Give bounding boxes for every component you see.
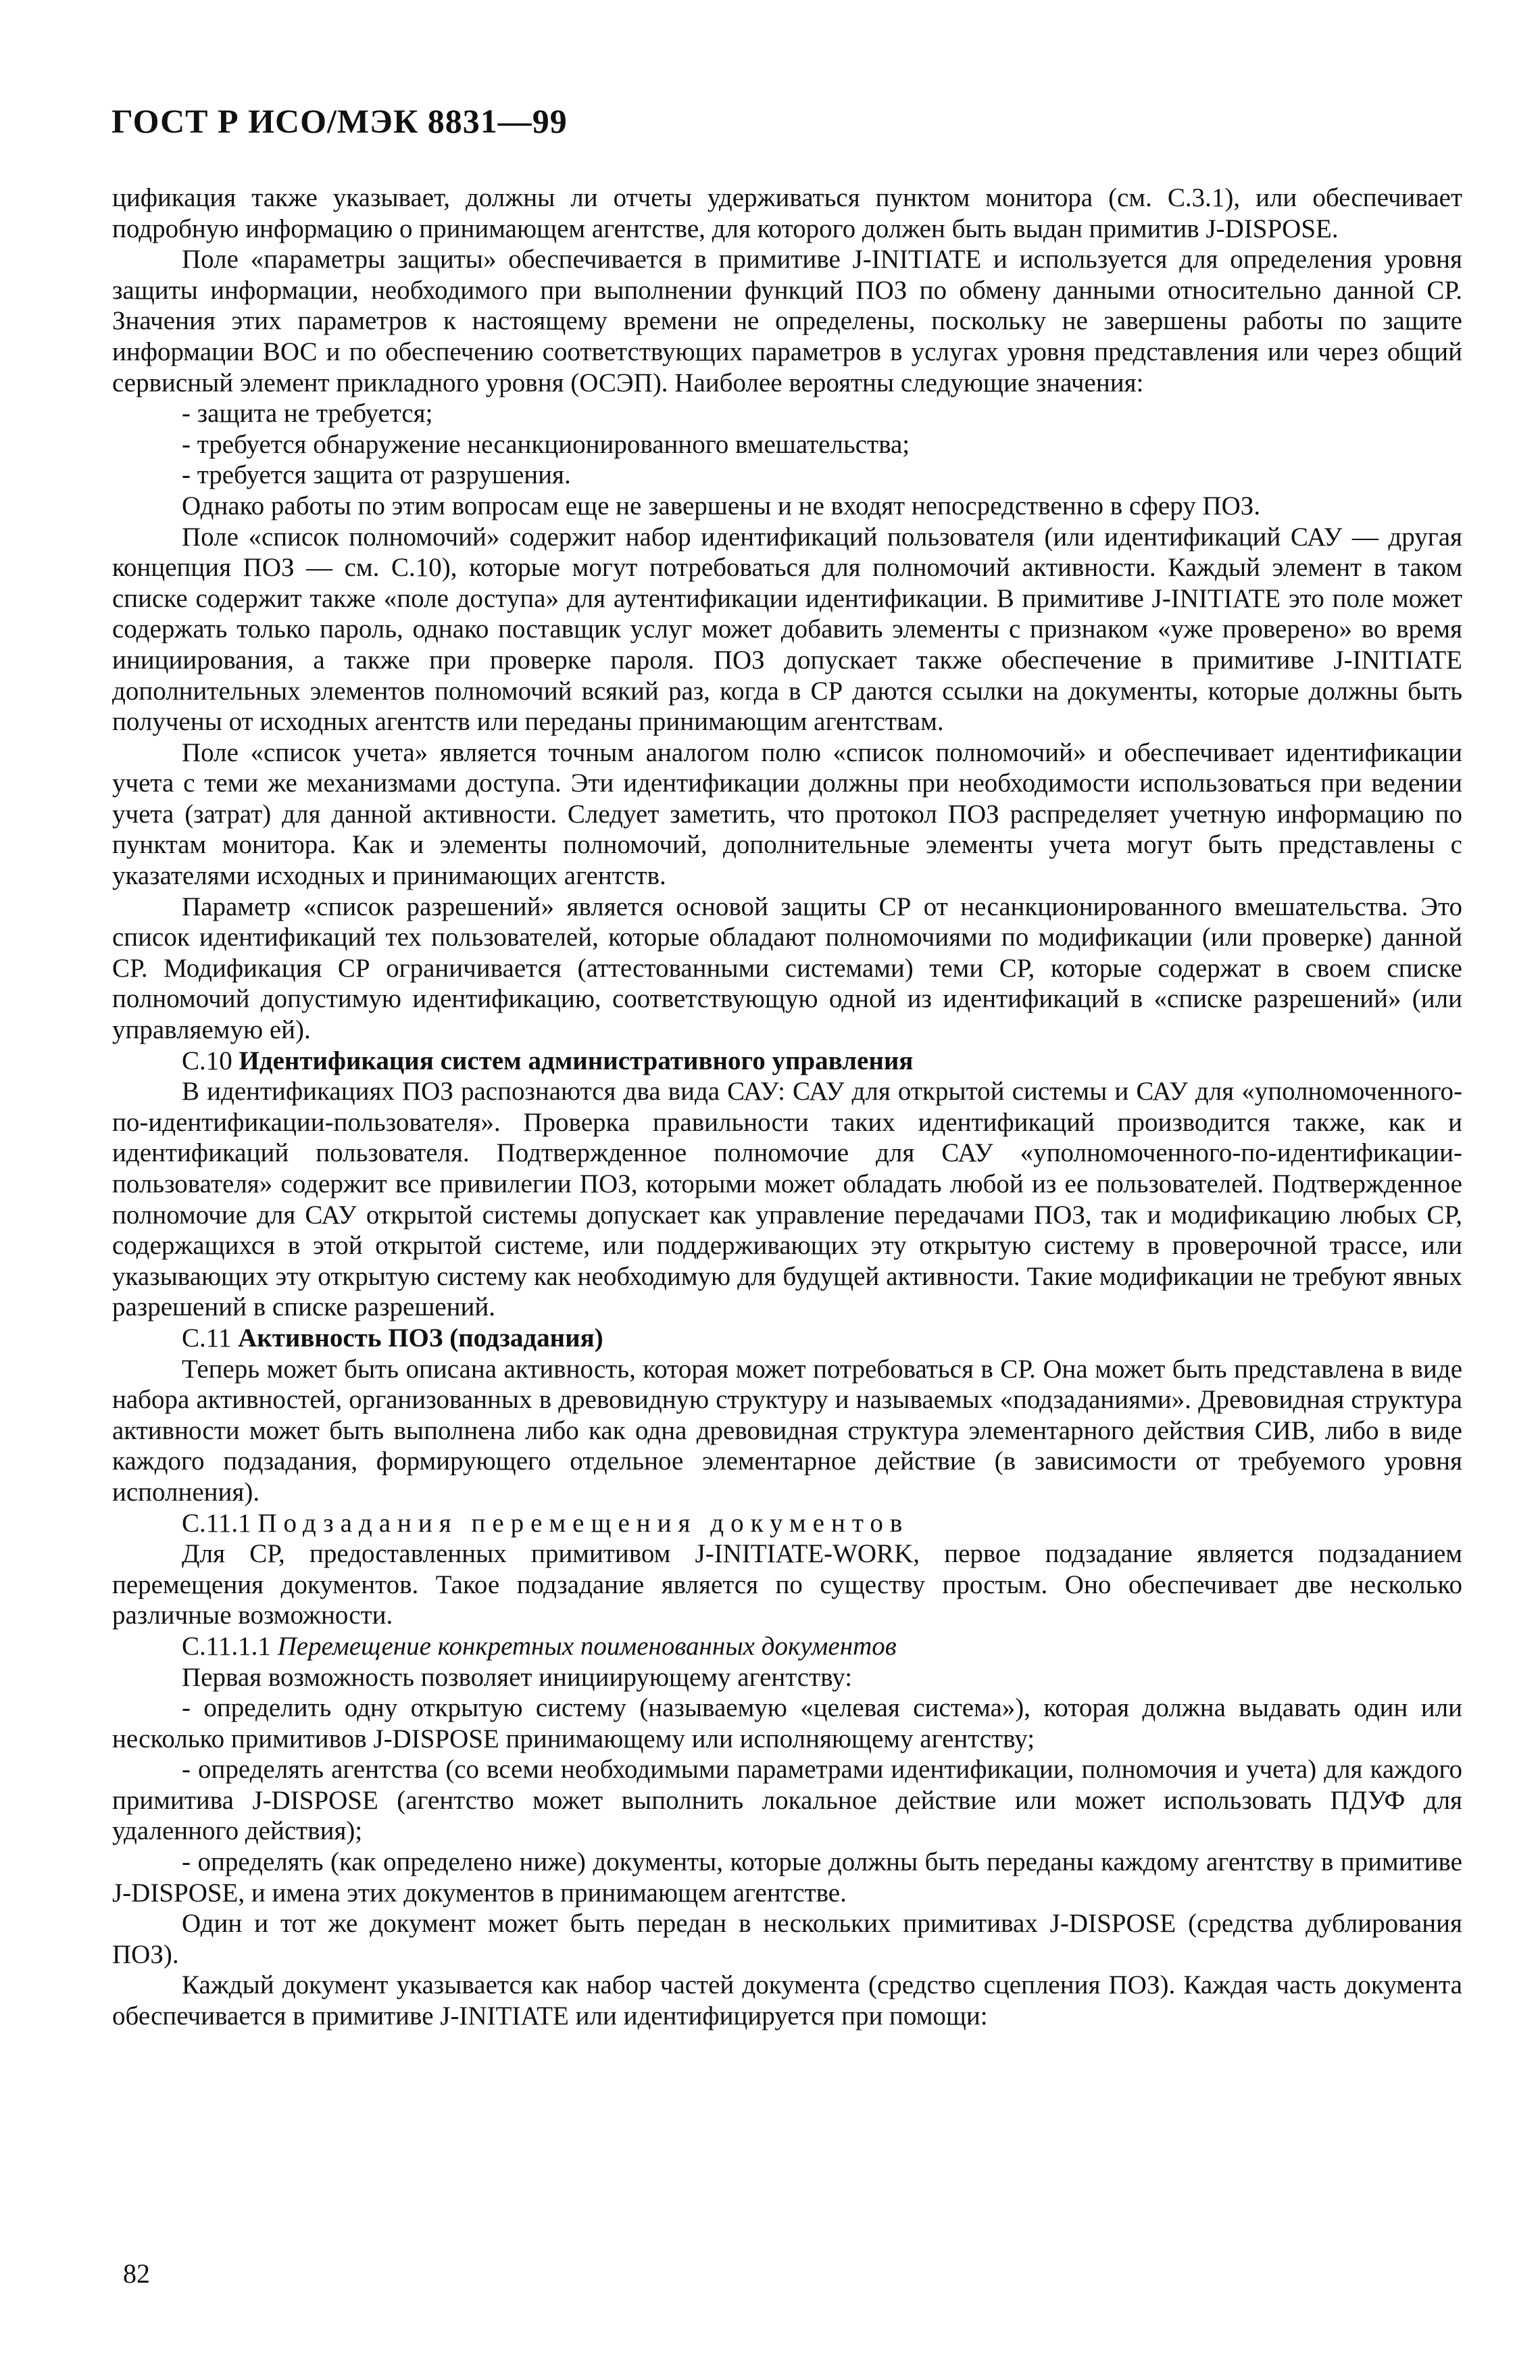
paragraph: цификация также указывает, должны ли отчеты удерживаться пунктом монитора (см. С.3.1), или обеспечивает подробную информацию о принимающем агентстве, для которого должен быть выдан примитив J-DISPOSE. — [112, 183, 1462, 243]
paragraph-group-c111 — [112, 1538, 1462, 1631]
section-title: Перемещение конкретных поименованных документов — [277, 1631, 897, 1661]
section-number: С.11.1.1 — [182, 1631, 271, 1661]
paragraph-group-c1111 — [112, 1662, 1462, 2032]
paragraph: Каждый документ указывается как набор частей документа (средство сцепления ПОЗ). Каждая часть документа обеспечивается в примитиве J-INITIATE или идентифицируется при помощи: — [112, 1970, 1462, 2031]
section-title: Идентификация систем административного управления — [239, 1046, 914, 1075]
section-number: С.11.1 — [182, 1508, 251, 1538]
list-item: - требуется защита от разрушения. — [182, 460, 571, 490]
paragraph: Один и тот же документ может быть передан в нескольких примитивах J-DISPOSE (средства дублирования ПОЗ). — [112, 1909, 1462, 1969]
section-title: Активность ПОЗ (подзадания) — [238, 1323, 603, 1353]
paragraph: Параметр «список разрешений» является основой защиты СР от несанкционированного вмешательства. Это список идентификаций тех пользователей, которые обладают полномочиями по модификации (или проверке) данной СР. Модификация СР ограничивается (аттестованными системами) теми СР, которые содержат в своем списке полномочий допустимую идентификацию, соответствующую одной из идентификаций в «списке разрешений» (или управляемую ей). — [112, 892, 1462, 1045]
page-number: 82 — [123, 2258, 150, 2289]
list-item: - определить одну открытую систему (называемую «целевая система»), которая должна выдавать один или несколько примитивов J-DISPOSE принимающему или исполняющему агентству; — [112, 1693, 1462, 1753]
section-number: С.10 — [182, 1046, 232, 1075]
document-header: ГОСТ Р ИСО/МЭК 8831—99 — [111, 102, 568, 140]
list-item: - определять (как определено ниже) документы, которые должны быть переданы каждому агентству в примитиве J-DISPOSE, и имена этих документов в принимающем агентстве. — [112, 1847, 1462, 1908]
paragraph: Поле «параметры защиты» обеспечивается в примитиве J-INITIATE и используется для определения уровня защиты информации, необходимого при выполнении функций ПОЗ по обмену данными относительно данной СР. Значения этих параметров к настоящему времени не определены, поскольку не завершены работы по защите информации ВОС и по обеспечению соответствующих параметров в услугах уровня представления или через общий сервисный элемент прикладного уровня (ОСЭП). Наиболее вероятны следующие значения: — [112, 245, 1462, 397]
paragraph-group-main — [112, 183, 1462, 1046]
paragraph: Теперь может быть описана активность, которая может потребоваться в СР. Она может быть представлена в виде набора активностей, организованных в древовидную структуру и называемых «подзаданиями». Древовидная структура активности может быть выполнена либо как одна древовидная структура элементарного действия СИВ, либо в виде каждого подзадания, формирующего отдельное элементарное действие (в зависимости от требуемого уровня исполнения). — [112, 1354, 1462, 1507]
section-number: С.11 — [182, 1323, 232, 1353]
paragraph: Поле «список учета» является точным аналогом полю «список полномочий» и обеспечивает идентификации учета с теми же механизмами доступа. Эти идентификации должны при необходимости использоваться при ведении учета (затрат) для данной активности. Следует заметить, что протокол ПОЗ распределяет учетную информацию по пунктам монитора. Как и элементы полномочий, дополнительные элементы учета могут быть представлены с указателями исходных и принимающих агентств. — [112, 737, 1462, 891]
paragraph: В идентификациях ПОЗ распознаются два вида САУ: САУ для открытой системы и САУ для «уполномоченного-по-идентификации-пользователя». Проверка правильности таких идентификаций производится также, как и идентификаций пользователя. Подтвержденное полномочие для САУ «уполномоченного-по-идентификации-пользователя» содержит все привилегии ПОЗ, которыми может обладать любой из ее пользователей. Подтвержденное полномочие для САУ открытой системы допускает как управление передачами ПОЗ, так и модификацию любых СР, содержащихся в этой открытой системе, или поддерживающих эту открытую систему в проверочной трассе, или указывающих эту открытую систему как необходимую для будущей активности. Такие модификации не требуют явных разрешений в списке разрешений. — [112, 1077, 1462, 1322]
paragraph: Поле «список полномочий» содержит набор идентификаций пользователя (или идентификаций САУ — другая концепция ПОЗ — см. С.10), которые могут потребоваться для полномочий активности. Каждый элемент в таком списке содержит также «поле доступа» для аутентификации идентификации. В примитиве J-INITIATE это поле может содержать только пароль, однако поставщик услуг может добавить элементы с признаком «уже проверено» во время инициирования, а также при проверке пароля. ПОЗ допускает также обеспечение в примитиве J-INITIATE дополнительных элементов полномочий всякий раз, когда в СР даются ссылки на документы, которые должны быть получены от исходных агентств или переданы принимающим агентствам. — [112, 522, 1462, 737]
list-item: - защита не требуется; — [182, 399, 433, 429]
paragraph: Первая возможность позволяет инициирующему агентству: — [182, 1662, 853, 1692]
section-heading-c111 — [112, 1508, 1462, 1539]
paragraph-group-c10 — [112, 1076, 1462, 1323]
section-heading-c10 — [112, 1046, 1462, 1077]
section-heading-c11 — [112, 1323, 1462, 1354]
paragraph-group-c11 — [112, 1354, 1462, 1508]
paragraph: Для СР, предоставленных примитивом J-INITIATE-WORK, первое подзадание является подзаданием перемещения документов. Такое подзадание является по существу простым. Оно обеспечивает две несколько различные возможности. — [112, 1539, 1462, 1630]
document-body — [112, 183, 1462, 2032]
list-item: - определять агентства (со всеми необходимыми параметрами идентификации, полномочия и учета) для каждого примитива J-DISPOSE (агентство может выполнить локальное действие или может использовать ПДУФ для удаленного действия); — [112, 1755, 1462, 1846]
paragraph: Однако работы по этим вопросам еще не завершены и не входят непосредственно в сферу ПОЗ. — [182, 491, 1261, 520]
section-title: Подзадания перемещения документов — [257, 1508, 910, 1538]
list-item: - требуется обнаружение несанкционированного вмешательства; — [182, 429, 910, 459]
section-heading-c1111 — [112, 1631, 1462, 1662]
